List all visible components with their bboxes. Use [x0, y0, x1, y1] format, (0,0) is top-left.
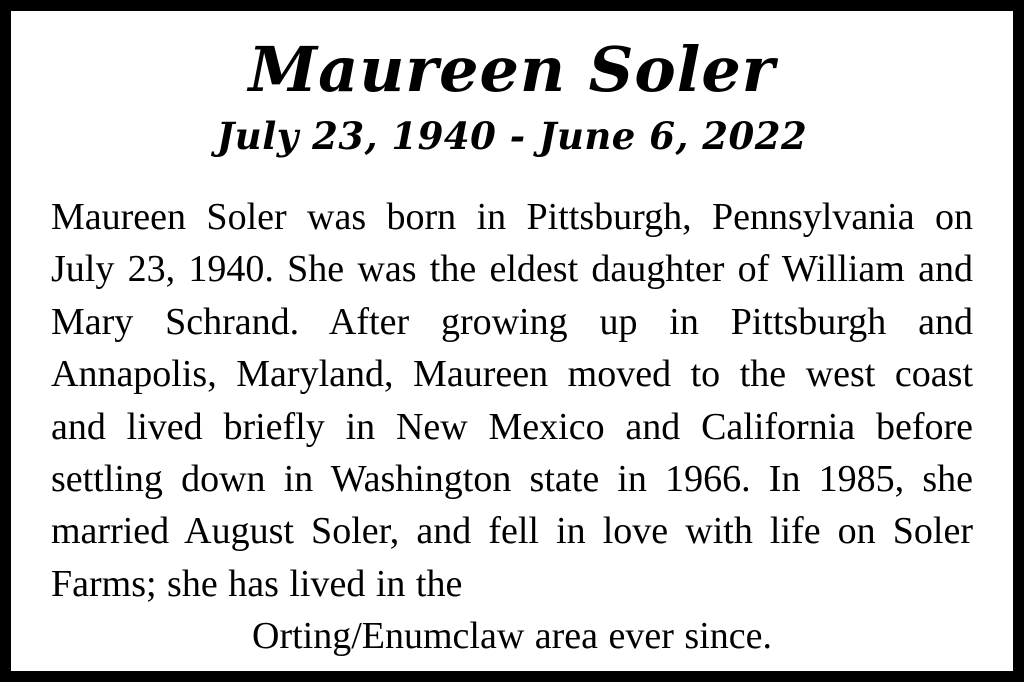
obituary-body-paragraph: Maureen Soler was born in Pittsburgh, Pennsylvania on July 23, 1940. She was the eldest daughter of William and Mary Schrand. After growing up in Pittsburgh and Annapolis, Maryland, Maureen moved to the west coast and lived briefly in New Mexico and California before settling down in Washington state in 1966. In 1985, she married August Soler, and fell in love with life on Soler Farms; she has lived in the — [51, 195, 973, 605]
obituary-body-last-line: Orting/Enumclaw area ever since. — [252, 615, 772, 658]
life-dates: July 23, 1940 - June 6, 2022 — [216, 114, 808, 159]
obituary-notice-inner-border — [7, 7, 1017, 675]
deceased-name: Maureen Soler — [248, 33, 776, 106]
obituary-body-text — [51, 191, 973, 663]
obituary-content — [11, 11, 1013, 663]
